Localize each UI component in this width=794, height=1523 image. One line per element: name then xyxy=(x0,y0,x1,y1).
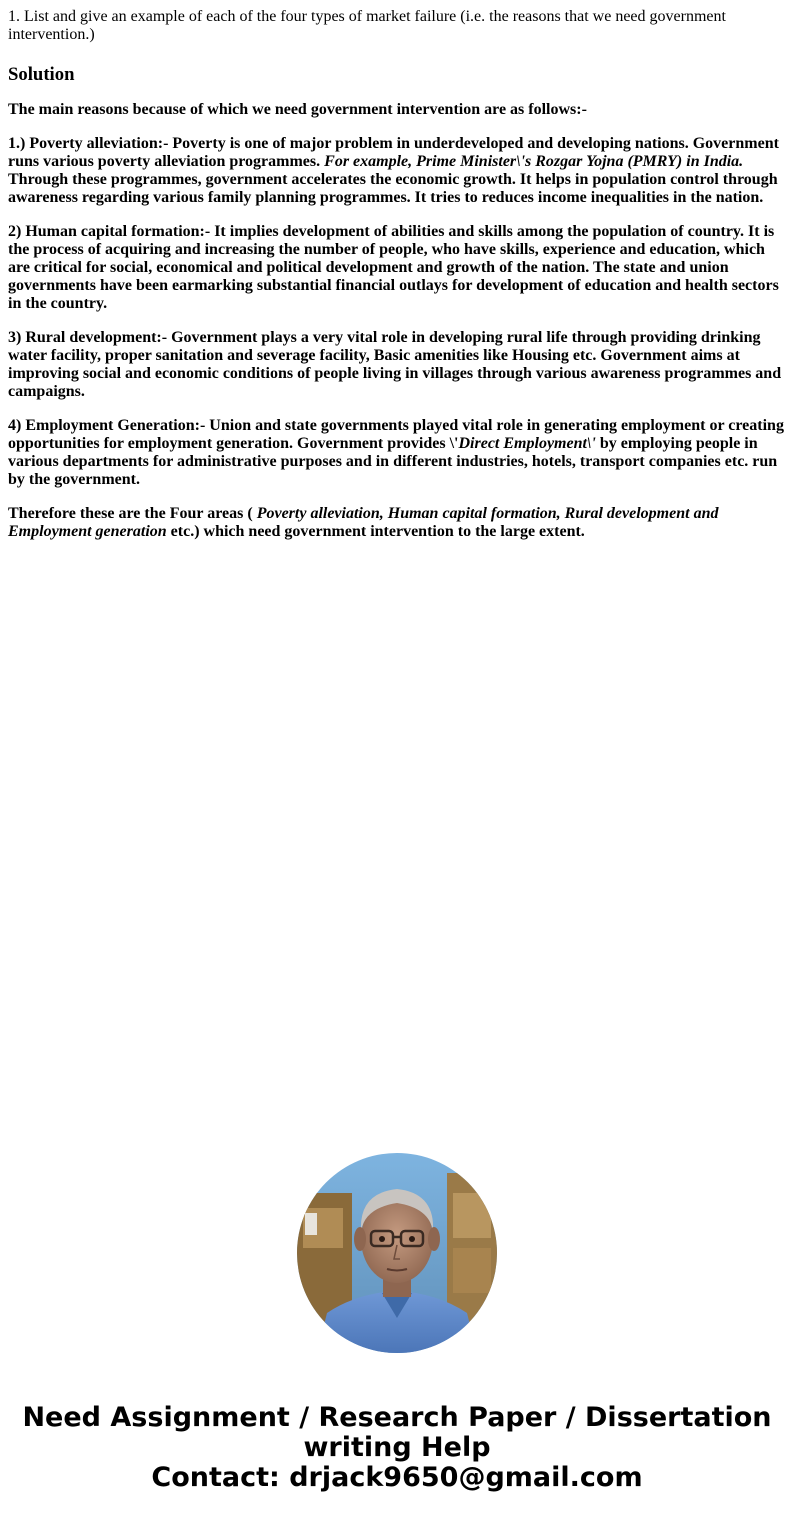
document-body xyxy=(8,8,786,541)
question-text: 1. List and give an example of each of the four types of market failure (i.e. the reasons that we need government intervention.) xyxy=(8,8,726,43)
point-employment-generation xyxy=(8,417,786,489)
footer-line: writing Help xyxy=(303,1432,491,1463)
point-text: Through these programmes, government accelerates the economic growth. It helps in population control through awareness regarding various family planning programmes. It tries to reduces income inequalities in the nation. xyxy=(8,171,778,206)
conclusion-text: etc.) which need government intervention to the large extent. xyxy=(166,523,585,540)
author-avatar xyxy=(297,1153,497,1353)
conclusion-paragraph xyxy=(8,505,786,541)
point-text: 2) Human capital formation:- It implies development of abilities and skills among the population of country. It is the process of acquiring and increasing the number of people, who have skills, experience and education, which are critical for social, economical and political development and growth of the nation. The state and union governments have been earmarking substantial financial outlays for development of education and health sectors in the country. xyxy=(8,223,779,312)
point-example: For example, Prime Minister\'s Rozgar Yojna (PMRY) in India. xyxy=(324,153,744,170)
footer-line: Need Assignment / Research Paper / Dissertation xyxy=(22,1402,772,1433)
point-text: by employing people in various departments for administrative purposes and in different industries, hotels, transport companies etc. run by the government. xyxy=(8,435,778,488)
point-poverty-alleviation xyxy=(8,135,786,207)
point-human-capital-formation xyxy=(8,223,786,313)
footer-contact-email: Contact: drjack9650@gmail.com xyxy=(151,1462,643,1493)
point-emphasis: Direct Employment\' xyxy=(458,435,596,452)
footer-contact xyxy=(0,1403,794,1493)
point-rural-development xyxy=(8,329,786,401)
point-text: 3) Rural development:- Government plays a very vital role in developing rural life through providing drinking water facility, proper sanitation and severage facility, Basic amenities like Housing etc. Government aims at improving social and economic conditions of people living in villages through various awareness programmes and campaigns. xyxy=(8,329,782,400)
point-text: 4) Employment Generation:- Union and state governments played vital role in generating employment or creating opportunities for employment generation. Government provides \' xyxy=(8,417,784,452)
intro-paragraph: The main reasons because of which we need government intervention are as follows:- xyxy=(8,101,587,118)
conclusion-text: Therefore these are the Four areas ( xyxy=(8,505,257,522)
person-photo-avatar-icon xyxy=(297,1153,497,1353)
solution-heading: Solution xyxy=(8,64,75,85)
point-text: 1.) Poverty alleviation:- Poverty is one of major problem in underdeveloped and developing nations. Government runs various poverty alleviation programmes. xyxy=(8,135,779,170)
conclusion-emphasis: Poverty alleviation, Human capital formation, Rural development and Employment generation xyxy=(8,505,719,540)
